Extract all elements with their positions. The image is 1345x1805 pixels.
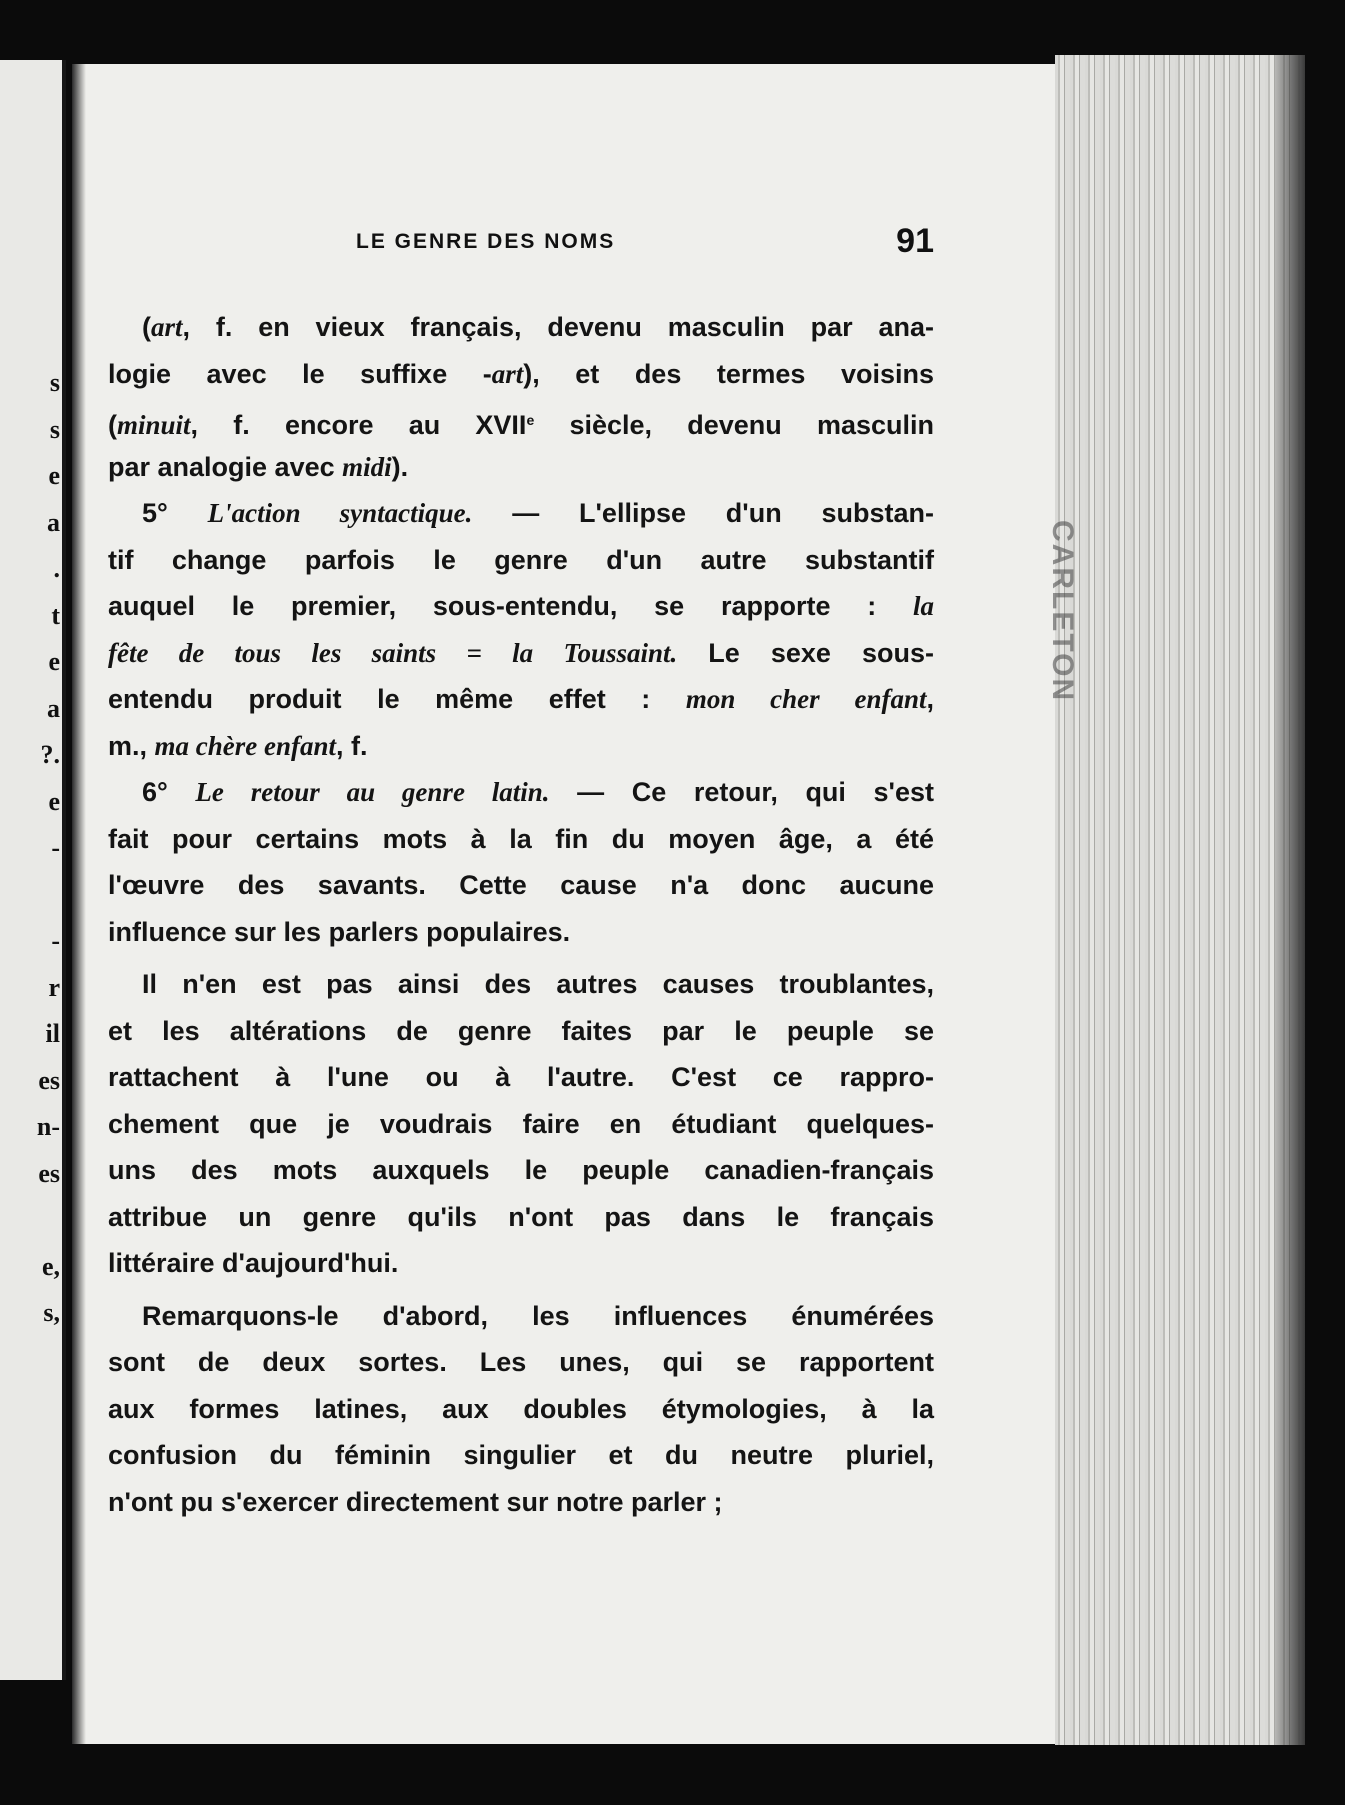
spine-shadow <box>72 64 86 1744</box>
left-fragment: e, <box>41 1251 60 1281</box>
left-fragment: t <box>51 600 60 630</box>
italic-term: la <box>912 591 934 621</box>
text-line: sont de deux sortes. Les unes, qui se rapportent <box>108 1347 934 1377</box>
italic-term: ma chère enfant <box>154 730 337 761</box>
superscript: e <box>526 412 535 428</box>
left-fragment: - <box>51 833 60 862</box>
italic-term: mon cher enfant <box>685 684 927 714</box>
text-line: confusion du féminin singulier et du neutre pluriel, <box>108 1440 934 1470</box>
page-fore-edge <box>1055 55 1305 1745</box>
italic-term: midi <box>342 451 392 482</box>
left-fragment: - <box>51 926 60 955</box>
italic-term: L'action syntactique. <box>207 498 473 528</box>
text-line: n'ont pu s'exercer directement sur notre parler ; <box>108 1486 723 1517</box>
left-fragment: ?. <box>40 740 60 769</box>
text-line: Il n'en est pas ainsi des autres causes troublantes, <box>142 969 934 999</box>
text-line: tif change parfois le genre d'un autre substantif <box>108 544 934 575</box>
left-fragment: a <box>47 693 60 723</box>
left-fragment: il <box>45 1019 60 1048</box>
left-fragment: a <box>47 507 60 537</box>
left-fragment: s, <box>43 1298 60 1327</box>
text-line: attribue un genre qu'ils n'ont pas dans le français <box>108 1201 934 1232</box>
italic-term: minuit <box>117 410 191 440</box>
left-page-fragments <box>10 360 60 1337</box>
text-line: chement que je voudrais faire en étudiant quelques- <box>108 1108 934 1139</box>
left-fragment: n- <box>36 1112 60 1141</box>
italic-term: Le retour au genre latin. <box>195 777 550 807</box>
running-head <box>100 222 940 268</box>
text-line: auquel le premier, sous-entendu, se rapporte : la <box>108 591 934 621</box>
text-line: logie avec le suffixe -art), et des termes voisins <box>108 358 934 389</box>
paragraph <box>108 1293 934 1526</box>
library-edge-stamp: CARLETON <box>1046 520 1079 703</box>
left-fragment: s <box>49 414 60 444</box>
text-line: fait pour certains mots à la fin du moyen âge, a été <box>108 823 934 854</box>
italic-term: art <box>151 312 183 342</box>
page-number: 91 <box>896 222 934 260</box>
text-line: littéraire d'aujourd'hui. <box>108 1248 399 1278</box>
left-fragment: r <box>48 972 60 1002</box>
paragraph <box>108 304 934 490</box>
running-title: LE GENRE DES NOMS <box>356 230 616 253</box>
text-line: et les altérations de genre faites par le peuple se <box>108 1015 934 1046</box>
text-line: entendu produit le même effet : mon cher enfant, <box>108 684 934 714</box>
left-fragment: e <box>48 647 60 676</box>
text-line: Remarquons-le d'abord, les influences énumérées <box>142 1300 934 1331</box>
italic-term: fête de tous les saints = la Toussaint. <box>108 637 678 668</box>
text-line: m., ma chère enfant, f. <box>108 730 368 761</box>
paragraph <box>108 490 934 769</box>
left-fragment: es <box>38 1158 60 1188</box>
left-fragment: . <box>53 554 60 583</box>
text-line: par analogie avec midi). <box>108 451 409 482</box>
text-line: influence sur les parlers populaires. <box>108 916 571 947</box>
left-fragment: s <box>49 368 60 397</box>
left-fragment <box>10 1197 60 1244</box>
left-fragment: e <box>48 786 60 816</box>
left-fragment <box>10 872 60 919</box>
text-line: l'œuvre des savants. Cette cause n'a donc aucune <box>108 870 934 900</box>
left-fragment: e <box>48 461 60 490</box>
text-line: 5° L'action syntactique. — L'ellipse d'un substan- <box>142 498 934 528</box>
text-line: (art, f. en vieux français, devenu masculin par ana- <box>142 312 934 342</box>
text-line: 6° Le retour au genre latin. — Ce retour, qui s'est <box>142 777 934 807</box>
paragraph <box>108 769 934 955</box>
text-line: aux formes latines, aux doubles étymologies, à la <box>108 1393 934 1424</box>
left-fragment: es <box>38 1065 60 1095</box>
paragraph <box>108 961 934 1287</box>
text-line: rattachent à l'une ou à l'autre. C'est ce rappro- <box>108 1062 934 1092</box>
text-line: uns des mots auxquels le peuple canadien-français <box>108 1155 934 1185</box>
text-line: fête de tous les saints = la Toussaint. Le sexe sous- <box>108 637 934 668</box>
body-text <box>108 304 934 1525</box>
italic-term: art <box>491 358 524 389</box>
text-line: (minuit, f. encore au XVIIe siècle, devenu masculin <box>108 410 934 440</box>
